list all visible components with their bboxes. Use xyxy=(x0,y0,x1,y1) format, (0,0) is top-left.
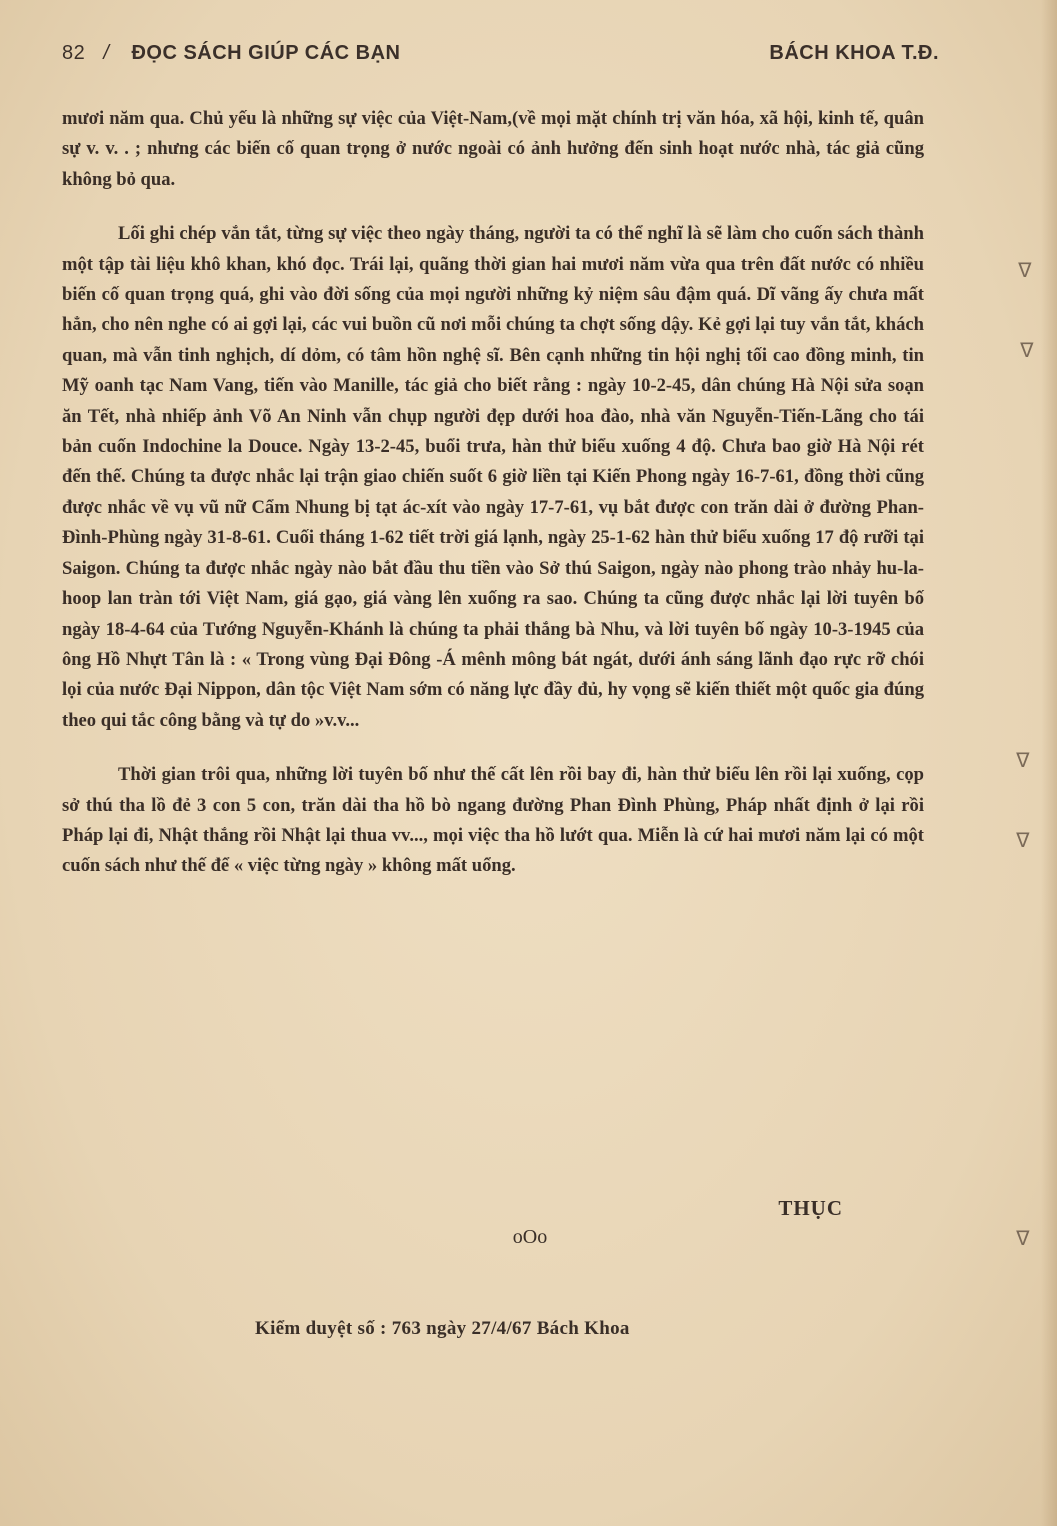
header-separator: / xyxy=(103,42,110,64)
margin-mark: ᐁ xyxy=(1020,338,1034,362)
page-number: 82 xyxy=(62,42,86,64)
paragraph-1: mươi năm qua. Chủ yếu là những sự việc của Việt-Nam,(về mọi mặt chính trị văn hóa, xã hội, kinh tế, quân sự v. v. . ; nhưng các biến cố quan trọng ở nước ngoài có ảnh hưởng đến sinh hoạt nước nhà, tác giả cũng không bỏ qua. xyxy=(62,108,924,190)
section-title: ĐỌC SÁCH GIÚP CÁC BẠN xyxy=(131,42,401,64)
paragraph-2: Lối ghi chép vắn tắt, từng sự việc theo ngày tháng, người ta có thể nghĩ là sẽ làm cho cuốn sách thành một tập tài liệu khô khan, khó đọc. Trái lại, quãng thời gian hai mươi năm vừa qua trên đất nước có nhiều biến cố quan trọng quá, ghi vào đời sống của mọi người những kỷ niệm sâu đậm quá. Dĩ vãng ấy chưa mất hẳn, cho nên nghe có ai gợi lại, các vui buồn cũ nơi mỗi chúng ta chợt sống dậy. Kẻ gợi lại tuy vắn tắt, khách quan, mà vẫn tinh nghịch, dí dỏm, có tâm hồn nghệ sĩ. Bên cạnh những tin hội nghị tối cao đồng minh, tin Mỹ oanh tạc Nam Vang, tiến vào Manille, tác giả cho biết rằng : ngày 10-2-45, dân chúng Hà Nội sửa soạn ăn Tết, nhà nhiếp ảnh Võ An Ninh vẫn chụp người đẹp dưới hoa đào, nhà văn Nguyễn-Tiến-Lãng cho tái bản cuốn Indochine la Douce. Ngày 13-2-45, buổi trưa, hàn thử biểu xuống 4 độ. Chưa bao giờ Hà Nội rét đến thế. Chúng ta được nhắc lại trận giao chiến suốt 6 giờ liền tại Kiến Phong ngày 16-7-61, đồng thời cũng được nhắc về vụ vũ nữ Cẩm Nhung bị tạt ác-xít vào ngày 17-7-61, vụ bắt được con trăn dài ở đường Phan-Đình-Phùng ngày 31-8-61. Cuối tháng 1-62 tiết trời giá lạnh, ngày 25-1-62 hàn thử biểu xuống 17 độ rưỡi tại Saigon. Chúng ta được nhắc ngày nào bắt đầu thu tiền vào Sở thú Saigon, ngày nào phong trào nhảy hu-la-hoop lan tràn tới Việt Nam, giá gạo, giá vàng lên xuống ra sao. Chúng ta cũng được nhắc lại lời tuyên bố ngày 18-4-64 của Tướng Nguyễn-Khánh là chúng ta phải thắng bà Nhu, và lời tuyên bố ngày 10-3-1945 của ông Hồ Nhựt Tân là : « Trong vùng Đại Đông -Á mênh mông bát ngát, dưới ánh sáng lãnh đạo rực rỡ chói lọi của nước Đại Nippon, dân tộc Việt Nam sớm có năng lực đầy đủ, hy vọng sẽ kiến thiết một quốc gia đúng theo qui tắc công bằng và tự do »v.v... xyxy=(62,223,924,731)
censorship-note: Kiểm duyệt số : 763 ngày 27/4/67 Bách Khoa xyxy=(255,1318,630,1339)
margin-mark: ᐁ xyxy=(1016,1226,1030,1250)
paragraph-3: Thời gian trôi qua, những lời tuyên bố như thế cất lên rồi bay đi, hàn thử biểu lên rồi lại xuống, cọp sở thú tha lồ đẻ 3 con 5 con, trăn dài tha hồ bò ngang đường Phan Đình Phùng, Pháp nhất định ở lại rồi Pháp lại đi, Nhật thắng rồi Nhật lại thua vv..., mọi việc tha hồ lướt qua. Miễn là cứ hai mươi năm lại có một cuốn sách như thế để « việc từng ngày » không mất uổng. xyxy=(62,764,924,877)
page-edge-shadow xyxy=(1041,0,1057,1526)
margin-mark: ᐁ xyxy=(1016,748,1030,772)
article-body xyxy=(62,104,924,882)
journal-title: BÁCH KHOA T.Đ. xyxy=(769,42,939,64)
header-left xyxy=(62,42,400,65)
margin-mark: ᐁ xyxy=(1018,258,1032,282)
author-signature: THỤC xyxy=(778,1196,843,1220)
section-ornament: oOo xyxy=(512,1226,548,1248)
running-header xyxy=(62,42,939,72)
margin-mark: ᐁ xyxy=(1016,828,1030,852)
